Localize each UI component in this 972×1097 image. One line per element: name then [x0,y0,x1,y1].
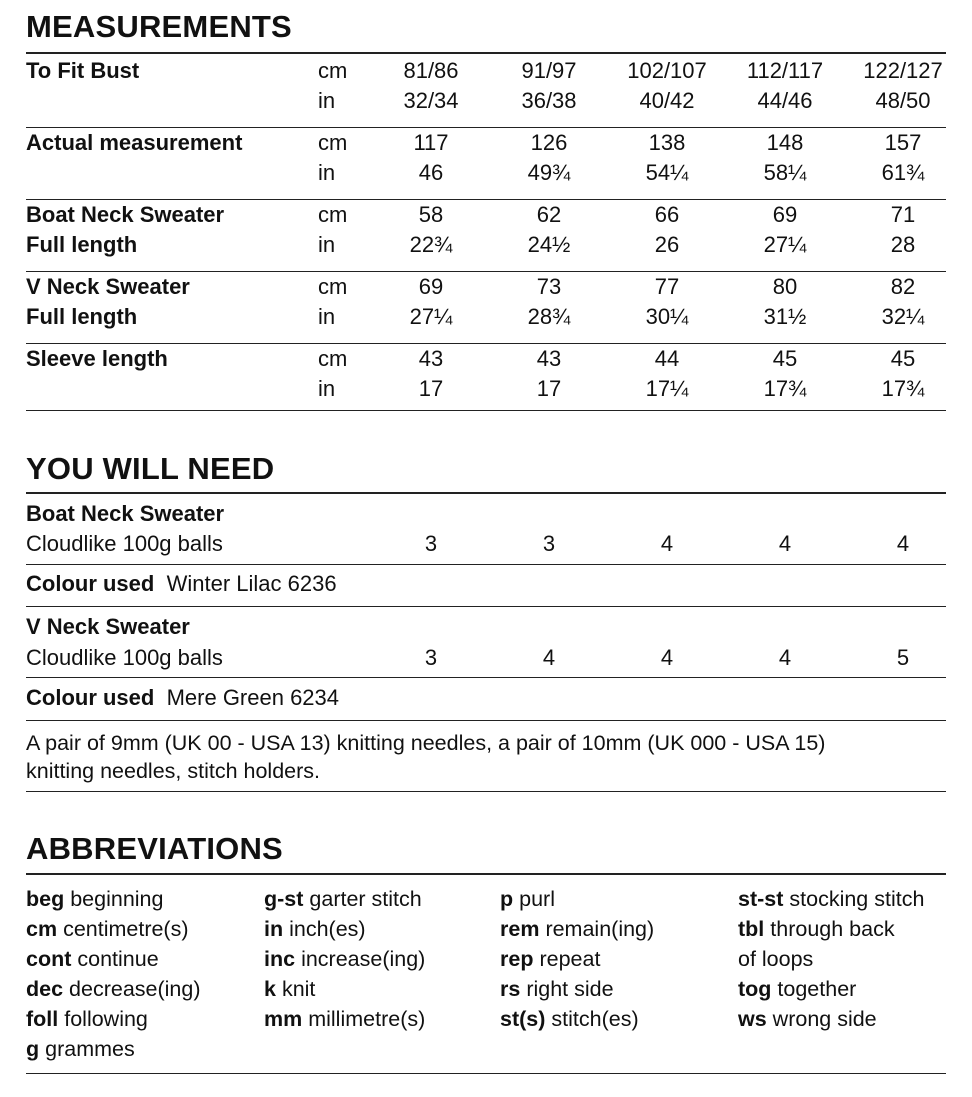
size-value: 45 [890,346,916,371]
size-value: 81/86 [403,58,459,83]
abbreviation-term: ws [738,1007,767,1031]
measurement-row [0,230,972,260]
yarn-label: Cloudlike 100g balls [26,531,223,556]
size-value: 22¾ [409,232,453,257]
abbreviation-meaning: wrong side [772,1007,877,1031]
divider [26,52,946,54]
abbreviation-column [500,884,654,1034]
abbreviation-entry [500,1004,654,1034]
size-value: 17¾ [763,376,807,401]
abbreviation-meaning: right side [526,977,614,1001]
size-value: 27¼ [763,232,807,257]
abbreviation-entry [26,944,201,974]
abbreviation-term: inc [264,947,296,971]
abbreviation-meaning: inch(es) [289,917,366,941]
colour-value: Mere Green 6234 [166,685,340,710]
abbreviation-term: in [264,917,284,941]
size-value: 36/38 [521,88,577,113]
abbreviation-meaning: millimetre(s) [308,1007,426,1031]
boat-neck-colour [26,569,337,599]
size-value: 44 [654,346,680,371]
boat-neck-yarn-row [0,529,972,559]
size-value: 77 [654,274,680,299]
size-value: 61¾ [881,160,925,185]
abbreviation-entry [738,944,924,974]
measurement-row [0,56,972,86]
abbreviation-term: rep [500,947,534,971]
size-value: 28¾ [527,304,571,329]
divider [26,492,946,494]
abbreviation-entry [264,944,425,974]
abbreviation-meaning: stocking stitch [789,887,925,911]
abbreviation-entry [500,914,654,944]
size-value: 17¾ [881,376,925,401]
unit-label: in [318,376,336,401]
unit-label: cm [318,130,348,155]
measurement-row [0,86,972,116]
abbreviation-meaning: remain(ing) [545,917,655,941]
unit-label: in [318,160,336,185]
abbreviation-meaning: repeat [539,947,601,971]
measurement-row [0,128,972,158]
size-value: 26 [654,232,680,257]
abbreviation-term: tbl [738,917,765,941]
abbreviation-term: foll [26,1007,59,1031]
colour-label: Colour used [26,685,155,710]
divider [26,410,946,411]
colour-value: Winter Lilac 6236 [166,571,337,596]
abbreviations-heading: ABBREVIATIONS [26,831,283,866]
unit-label: cm [318,274,348,299]
size-value: 31½ [763,304,807,329]
abbreviation-entry [26,974,201,1004]
size-value: 27¼ [409,304,453,329]
size-value: 58¼ [763,160,807,185]
divider [26,677,946,678]
size-value: 69 [772,202,798,227]
ball-count: 4 [660,645,674,670]
size-value: 91/97 [521,58,577,83]
size-value: 44/46 [757,88,813,113]
size-value: 73 [536,274,562,299]
size-value: 46 [418,160,444,185]
ball-count: 3 [424,531,438,556]
size-value: 17 [418,376,444,401]
abbreviation-meaning: following [64,1007,148,1031]
boat-neck-section [0,499,972,529]
abbreviation-term: st(s) [500,1007,546,1031]
size-value: 138 [648,130,686,155]
row-label: Sleeve length [26,346,168,371]
ball-count: 5 [896,645,910,670]
ball-count: 4 [778,645,792,670]
size-value: 48/50 [875,88,931,113]
size-value: 112/117 [746,58,824,83]
abbreviation-entry [26,884,201,914]
v-neck-yarn-row [0,643,972,673]
size-value: 80 [772,274,798,299]
abbreviation-entry [500,944,654,974]
size-value: 66 [654,202,680,227]
abbreviation-meaning: beginning [70,887,164,911]
boat-neck-title: Boat Neck Sweater [26,501,225,526]
abbreviation-term: dec [26,977,64,1001]
abbreviation-term: tog [738,977,772,1001]
abbreviation-meaning: of loops [738,947,814,971]
abbreviation-column [26,884,201,1064]
size-value: 24½ [527,232,571,257]
size-value: 30¼ [645,304,689,329]
ball-count: 4 [542,645,556,670]
abbreviation-meaning: garter stitch [309,887,422,911]
size-value: 32/34 [403,88,459,113]
divider [26,1073,946,1074]
size-value: 122/127 [863,58,943,83]
size-value: 43 [418,346,444,371]
measurement-row [0,374,972,404]
size-value: 28 [890,232,916,257]
unit-label: in [318,304,336,329]
abbreviation-meaning: purl [519,887,555,911]
abbreviation-meaning: knit [281,977,316,1001]
abbreviation-entry [500,884,654,914]
abbreviation-term: cont [26,947,72,971]
abbreviation-term: p [500,887,514,911]
ball-count: 4 [896,531,910,556]
size-value: 117 [413,130,449,155]
abbreviation-meaning: stitch(es) [551,1007,639,1031]
abbreviation-entry [264,884,425,914]
size-value: 148 [766,130,804,155]
abbreviation-entry [738,974,924,1004]
size-value: 102/107 [627,58,707,83]
abbreviation-column [738,884,924,1034]
v-neck-colour [26,683,339,713]
divider [26,606,946,607]
row-label: Actual measurement [26,130,243,155]
row-label: Full length [26,304,138,329]
unit-label: cm [318,202,348,227]
size-value: 17¼ [645,376,689,401]
size-value: 17 [536,376,562,401]
abbreviation-term: g-st [264,887,304,911]
size-value: 82 [890,274,916,299]
size-value: 45 [772,346,798,371]
v-neck-title: V Neck Sweater [26,614,190,639]
measurement-row [0,272,972,302]
abbreviation-term: g [26,1037,40,1061]
size-value: 126 [530,130,568,155]
abbreviation-entry [500,974,654,1004]
abbreviation-term: cm [26,917,58,941]
unit-label: in [318,88,336,113]
size-value: 54¼ [645,160,689,185]
size-value: 49¾ [527,160,571,185]
row-label: Boat Neck Sweater [26,202,225,227]
size-value: 69 [418,274,444,299]
abbreviation-entry [738,884,924,914]
abbreviation-meaning: grammes [45,1037,135,1061]
unit-label: cm [318,58,348,83]
size-value: 157 [884,130,922,155]
measurement-row [0,302,972,332]
abbreviation-term: rs [500,977,521,1001]
ball-count: 3 [424,645,438,670]
row-label: Full length [26,232,138,257]
abbreviation-meaning: together [777,977,857,1001]
abbreviation-term: beg [26,887,65,911]
unit-label: in [318,232,336,257]
divider [26,791,946,792]
size-value: 58 [418,202,444,227]
colour-label: Colour used [26,571,155,596]
divider [26,873,946,875]
abbreviation-term: rem [500,917,540,941]
abbreviation-term: mm [264,1007,303,1031]
size-value: 71 [890,202,916,227]
abbreviation-meaning: through back [770,917,895,941]
abbreviation-entry [26,914,201,944]
abbreviation-meaning: increase(ing) [301,947,426,971]
abbreviation-entry [738,1004,924,1034]
size-value: 40/42 [639,88,695,113]
needles-text [26,729,961,785]
ball-count: 4 [660,531,674,556]
abbreviation-meaning: centimetre(s) [63,917,189,941]
abbreviation-entry [264,974,425,1004]
ball-count: 4 [778,531,792,556]
ball-count: 3 [542,531,556,556]
abbreviation-meaning: continue [77,947,159,971]
row-label: V Neck Sweater [26,274,190,299]
abbreviation-entry [264,1004,425,1034]
abbreviation-column [264,884,425,1034]
needles-line: knitting needles, stitch holders. [26,759,320,783]
size-value: 62 [536,202,562,227]
size-value: 43 [536,346,562,371]
abbreviation-meaning: decrease(ing) [69,977,201,1001]
measurements-heading: MEASUREMENTS [26,9,292,44]
abbreviation-entry [26,1004,201,1034]
measurement-row [0,344,972,374]
abbreviation-term: st-st [738,887,784,911]
unit-label: cm [318,346,348,371]
size-value: 32¼ [881,304,925,329]
yarn-label: Cloudlike 100g balls [26,645,223,670]
abbreviation-entry [26,1034,201,1064]
needles-line: A pair of 9mm (UK 00 - USA 13) knitting needles, a pair of 10mm (UK 000 - USA 15) [26,731,826,755]
v-neck-section [0,612,972,642]
divider [26,720,946,721]
you-will-need-heading: YOU WILL NEED [26,451,275,486]
abbreviation-entry [264,914,425,944]
abbreviation-entry [738,914,924,944]
measurement-row [0,200,972,230]
measurement-row [0,158,972,188]
row-label: To Fit Bust [26,58,140,83]
divider [26,564,946,565]
abbreviation-term: k [264,977,276,1001]
